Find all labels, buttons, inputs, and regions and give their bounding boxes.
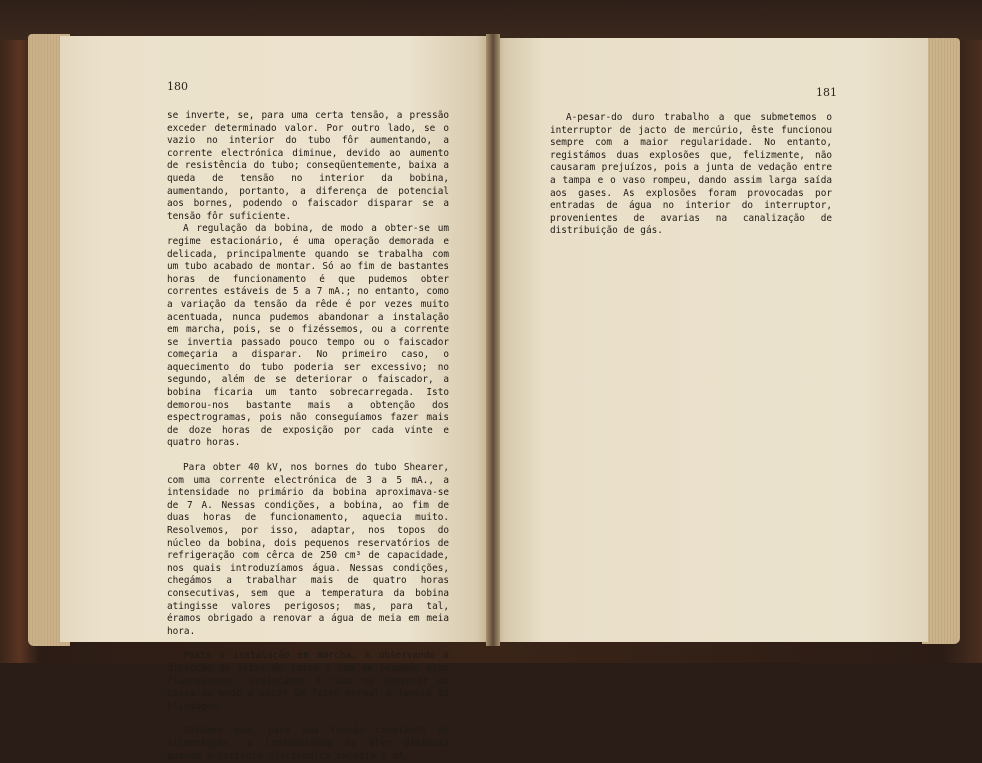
paragraph: se inverte, se, para uma certa tensão, a pressão exceder determinado valor. Por outro lado, se o vazio no interior do tubo fôr aumentando, a corrente electrónica diminue, devido ao aumento de resistência do tubo; conseqüentemente, baixa a queda de tensão no interior da bobina, aumentando, portanto, a diferença de potencial aos bornes, podendo o faiscador disparar se a tensão fôr suficiente. [167,110,449,222]
paragraph: Notámos que, para uma tensão constante de alimentação, a luminosidade do alvo diminuía quando a corrente electrónica excedia 2 mA. [167,725,449,762]
paragraph: A regulação da bobina, de modo a obter-se um regime estacionário, é uma operação demorada e delicada, principalmente quando se trabalha com um tubo acabado de montar. Só ao fim de bastantes horas de funcionamento é que pudemos obter correntes estáveis de 5 a 7 mA.; no entanto, como a variação da tensão da rêde é por vezes muito acentuada, nunca pudemos abandonar a instalação em marcha, pois, se o fizéssemos, ou a corrente se invertia passado pouco tempo ou o faiscador começaria a disparar. No primeiro caso, o aquecimento do tubo poderia ser excessivo; no segundo, além de se deteriorar o faiscador, a bobina ficaria um tanto sobrecarregada. Isto demorou-nos bastante mais a obtenção dos espectrogramas, pois não conseguíamos fazer mais de doze horas de exposição por cada vinte e quatro horas. [167,223,449,449]
book-gutter [486,34,500,646]
left-page-text [167,110,449,763]
right-page-text [550,112,832,238]
paragraph: A-pesar-do duro trabalho a que submetemos o interruptor de jacto de mercúrio, êste funcionou sempre com a maior regularidade. No entanto, registámos duas explosões que, felizmente, não causaram prejuízos, pois a junta de vedação entre a tampa e o vaso rompeu, dando assim larga saída aos gases. As explosões foram provocadas por entradas de água no interior do interruptor, provenientes de avarias na canalização de distribuição de gás. [550,112,832,237]
paragraph: Posta a instalação em marcha, e observando a direcção do feixe de raios X com um pequeno alvo fluorescente, deslocámos o tubo no interior da caixa de modo a obter um feixe normal à janela da blindagem. [167,650,449,712]
left-page-number: 180 [167,80,188,93]
right-page-number: 181 [816,86,837,99]
paragraph: Para obter 40 kV, nos bornes do tubo Shearer, com uma corrente electrónica de 3 a 5 mA., a intensidade no primário da bobina aproximava-se de 7 A. Nessas condições, a bobina, ao fim de duas horas de funcionamento, aquecia muito. Resolvemos, por isso, adaptar, nos topos do núcleo da bobina, dois pequenos reservatórios de refrigeração com cêrca de 250 cm³ de capacidade, nos quais introduzíamos água. Nessas condições, chegámos a trabalhar mais de quatro horas consecutivas, sem que a temperatura da bobina atingisse valores perigosos; mas, para tal, éramos obrigado a renovar a água de meia em meia hora. [167,462,449,637]
